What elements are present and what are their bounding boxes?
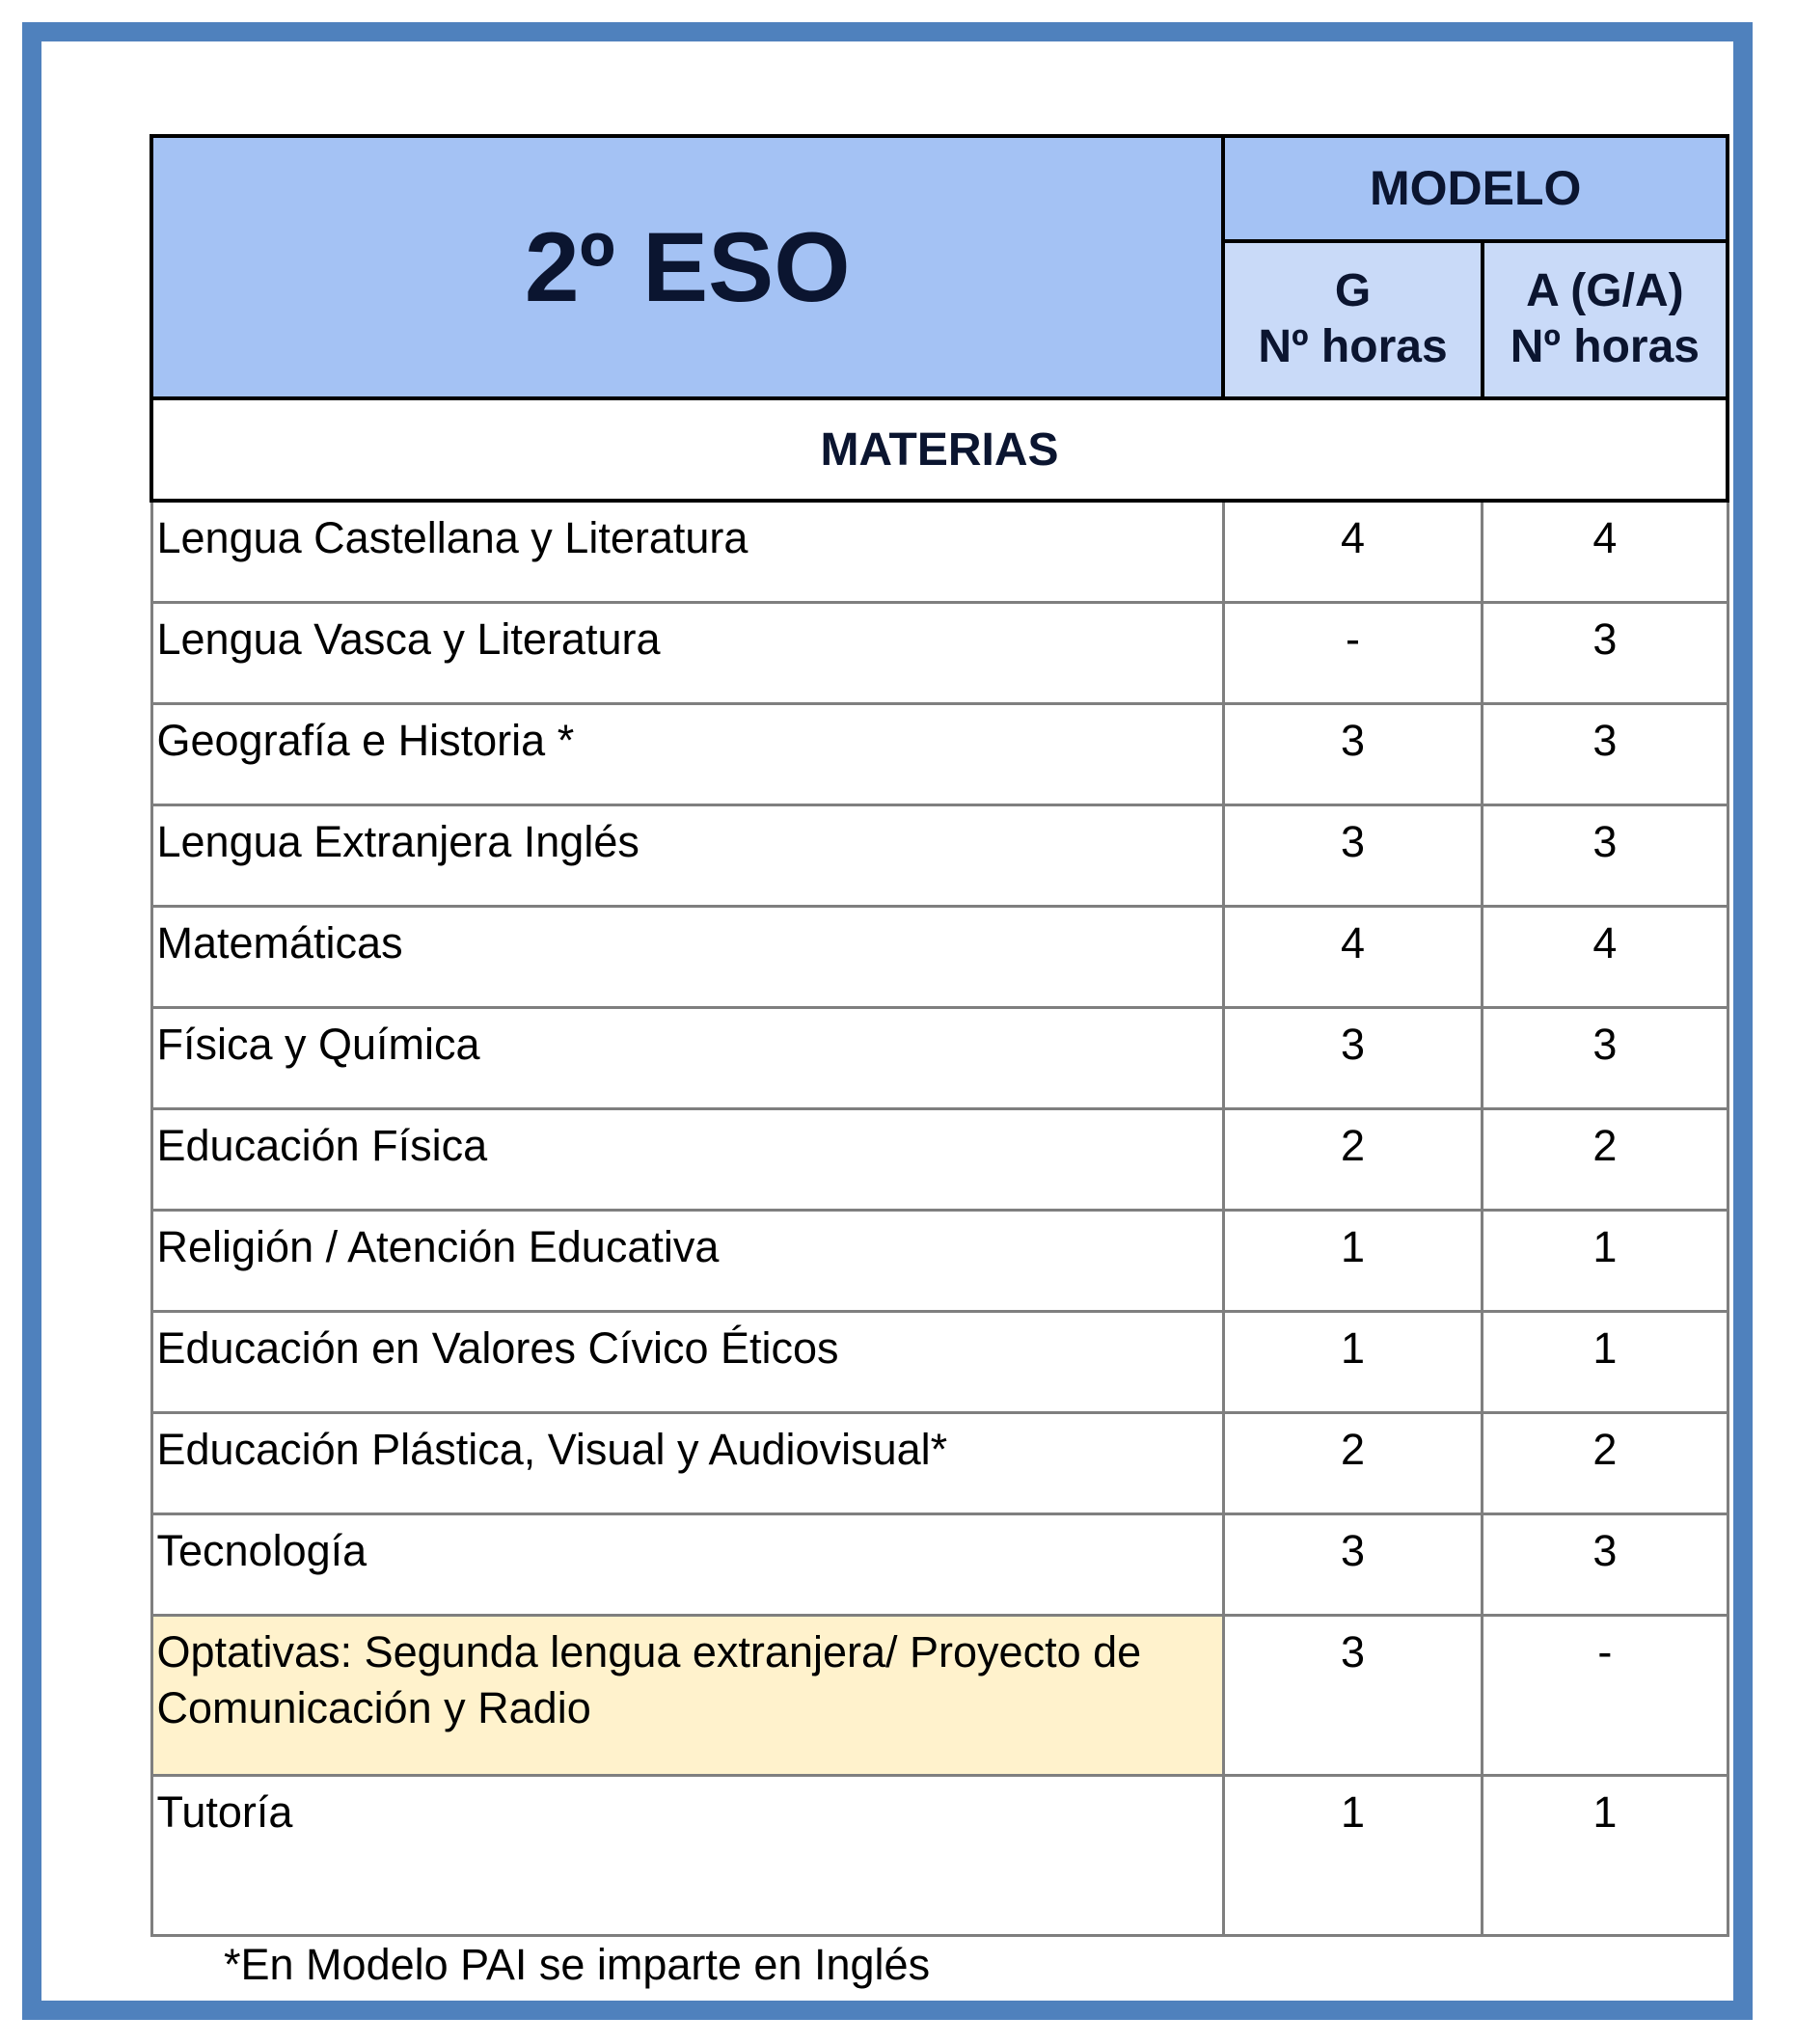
hours-g: 1 (1223, 1312, 1482, 1413)
hours-a: 1 (1483, 1776, 1728, 1936)
hours-g: 3 (1223, 1514, 1482, 1616)
hours-a: 4 (1483, 907, 1728, 1008)
table-row (151, 907, 1728, 1008)
hours-a: 3 (1483, 1008, 1728, 1109)
hours-a: 3 (1483, 805, 1728, 907)
hours-g: 1 (1223, 1776, 1482, 1936)
table-row (151, 1312, 1728, 1413)
hours-g: 4 (1223, 907, 1482, 1008)
hours-g: 3 (1223, 704, 1482, 805)
hours-a: 1 (1483, 1312, 1728, 1413)
subject-name: Tecnología (151, 1514, 1223, 1616)
table-row (151, 1008, 1728, 1109)
hours-a: 4 (1483, 501, 1728, 603)
column-header-g-model: G (1334, 265, 1372, 317)
table-row (151, 1109, 1728, 1211)
subjects-table (150, 134, 1729, 1937)
column-header-g-hours: Nº horas (1258, 321, 1448, 373)
table-row (151, 501, 1728, 603)
hours-a: 2 (1483, 1413, 1728, 1514)
column-header-a (1483, 241, 1728, 398)
subject-name: Educación en Valores Cívico Éticos (151, 1312, 1223, 1413)
subject-name: Religión / Atención Educativa (151, 1211, 1223, 1312)
table-row (151, 805, 1728, 907)
table-row (151, 1413, 1728, 1514)
subject-name: Optativas: Segunda lengua extranjera/ Proyecto de Comunicación y Radio (151, 1616, 1223, 1776)
subject-name: Educación Física (151, 1109, 1223, 1211)
subject-name: Tutoría (151, 1776, 1223, 1936)
hours-g: 3 (1223, 805, 1482, 907)
table-row (151, 1514, 1728, 1616)
hours-g: 3 (1223, 1616, 1482, 1776)
hours-a: 3 (1483, 704, 1728, 805)
hours-g: 2 (1223, 1413, 1482, 1514)
model-header: MODELO (1223, 136, 1728, 241)
section-header-materias: MATERIAS (151, 398, 1728, 501)
footnote: *En Modelo PAI se imparte en Inglés (224, 1940, 931, 1989)
hours-a: 2 (1483, 1109, 1728, 1211)
hours-a: 3 (1483, 603, 1728, 704)
hours-g: 3 (1223, 1008, 1482, 1109)
hours-a: - (1483, 1616, 1728, 1776)
column-header-a-hours: Nº horas (1510, 321, 1700, 373)
subject-name: Geografía e Historia * (151, 704, 1223, 805)
subject-name: Lengua Vasca y Literatura (151, 603, 1223, 704)
course-title: 2º ESO (151, 136, 1223, 398)
subject-name: Educación Plástica, Visual y Audiovisual* (151, 1413, 1223, 1514)
column-header-a-model: A (G/A) (1526, 265, 1684, 317)
subject-name: Lengua Castellana y Literatura (151, 501, 1223, 603)
page-frame (22, 22, 1753, 2020)
hours-g: 4 (1223, 501, 1482, 603)
table-row (151, 1776, 1728, 1936)
table-row (151, 704, 1728, 805)
hours-g: 2 (1223, 1109, 1482, 1211)
column-header-g (1223, 241, 1482, 398)
table-row (151, 603, 1728, 704)
hours-g: 1 (1223, 1211, 1482, 1312)
hours-g: - (1223, 603, 1482, 704)
subject-name: Matemáticas (151, 907, 1223, 1008)
table-row (151, 1211, 1728, 1312)
table-row-optativas (151, 1616, 1728, 1776)
hours-a: 3 (1483, 1514, 1728, 1616)
subject-name: Física y Química (151, 1008, 1223, 1109)
hours-a: 1 (1483, 1211, 1728, 1312)
subject-name: Lengua Extranjera Inglés (151, 805, 1223, 907)
